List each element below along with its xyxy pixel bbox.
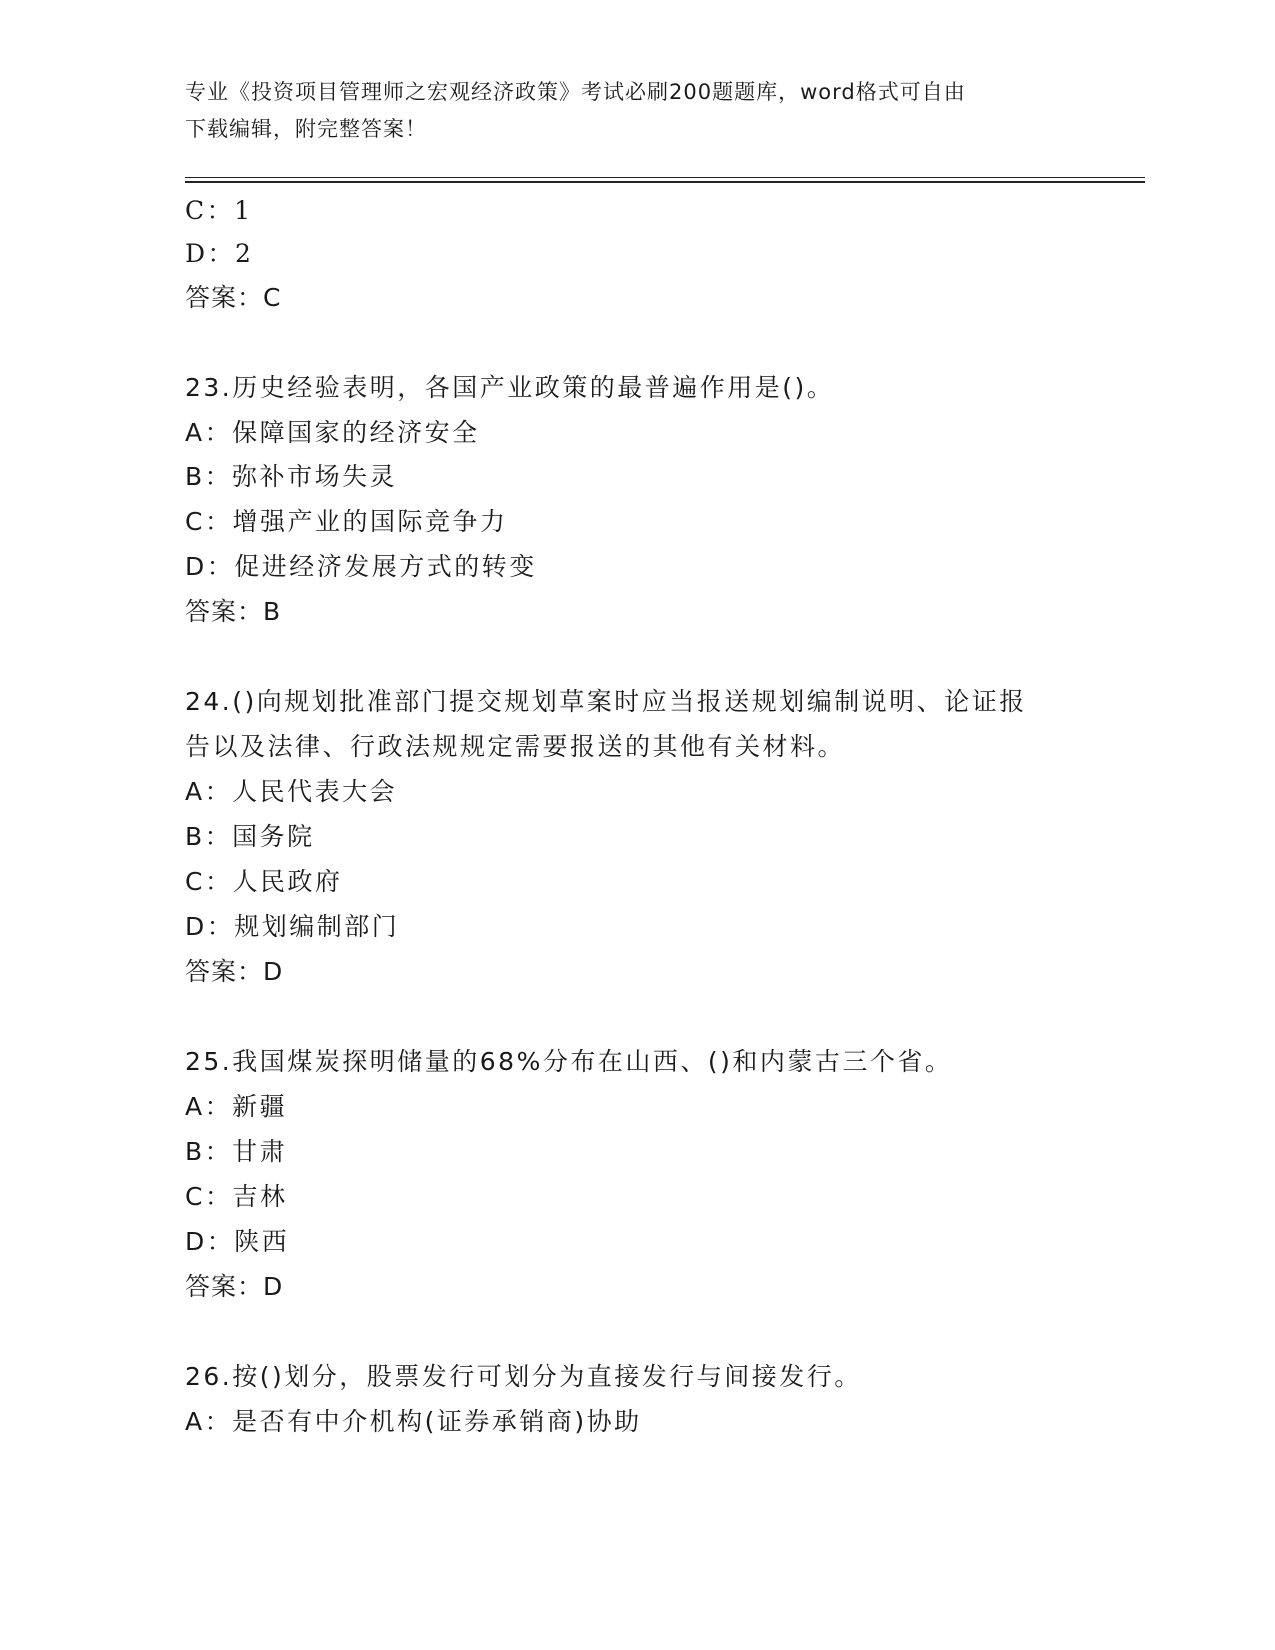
header-divider-thick — [185, 181, 1145, 183]
document-header — [185, 74, 1085, 148]
q24-option-b: B：国务院 — [185, 822, 315, 851]
q25-option-c: C：吉林 — [185, 1182, 288, 1211]
q25-answer: 答案：D — [185, 1272, 284, 1301]
q24-stem-line-1: 24.()向规划批准部门提交规划草案时应当报送规划编制说明、论证报 — [185, 687, 1027, 716]
q25-stem: 25.我国煤炭探明储量的68%分布在山西、()和内蒙古三个省。 — [185, 1047, 953, 1076]
header-line-2: 下载编辑，附完整答案！ — [185, 117, 427, 141]
q23-option-d: D：促进经济发展方式的转变 — [185, 552, 537, 581]
q25-option-b: B：甘肃 — [185, 1137, 288, 1166]
q25-option-d: D：陕西 — [185, 1227, 290, 1256]
q24-option-d: D：规划编制部门 — [185, 912, 400, 941]
q24-stem-line-2: 告以及法律、行政法规规定需要报送的其他有关材料。 — [185, 732, 846, 761]
q23-answer: 答案：B — [185, 597, 282, 626]
q22-option-d: D：2 — [185, 239, 254, 268]
q22-answer: 答案：C — [185, 283, 282, 312]
q24-option-c: C：人民政府 — [185, 867, 343, 896]
header-divider-thin — [185, 177, 1145, 178]
q23-option-c: C：增强产业的国际竞争力 — [185, 507, 508, 536]
q23-option-a: A：保障国家的经济安全 — [185, 418, 480, 447]
q25-option-a: A：新疆 — [185, 1092, 288, 1121]
q23-stem: 23.历史经验表明，各国产业政策的最普遍作用是()。 — [185, 373, 835, 402]
header-line-1: 专业《投资项目管理师之宏观经济政策》考试必刷200题题库，word格式可自由 — [185, 80, 966, 104]
q24-answer: 答案：D — [185, 957, 284, 986]
q22-option-c: C：1 — [185, 196, 253, 225]
q26-stem: 26.按()划分，股票发行可划分为直接发行与间接发行。 — [185, 1362, 862, 1391]
q26-option-a: A：是否有中介机构(证券承销商)协助 — [185, 1407, 642, 1436]
q23-option-b: B：弥补市场失灵 — [185, 462, 398, 491]
q24-option-a: A：人民代表大会 — [185, 777, 398, 806]
